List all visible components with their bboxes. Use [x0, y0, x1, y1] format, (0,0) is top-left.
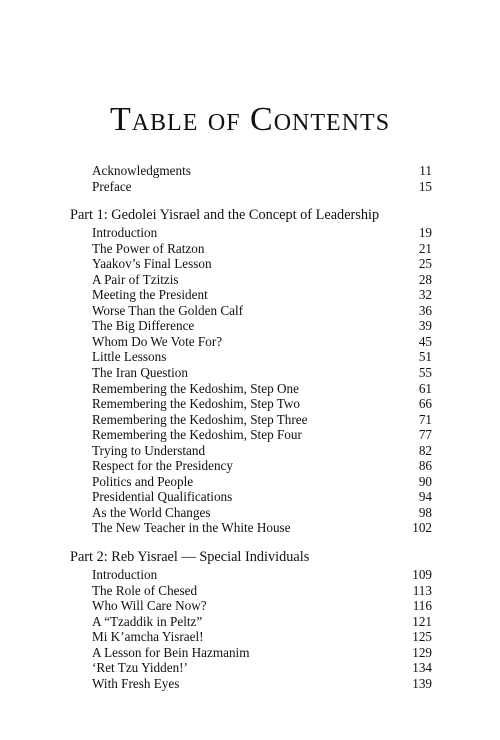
page-title: Table of Contents — [109, 101, 391, 138]
toc-entry[interactable] — [70, 614, 432, 630]
toc-entry-page: 15 — [418, 178, 432, 194]
toc-entry[interactable] — [70, 489, 432, 505]
toc-entry[interactable] — [70, 381, 432, 397]
toc-entry-label: ‘Ret Tzu Yidden!’ — [92, 660, 188, 676]
toc-entry-label: With Fresh Eyes — [92, 675, 180, 691]
toc-entry-label: The New Teacher in the White House — [92, 520, 291, 536]
toc-entry-page: 86 — [418, 458, 432, 474]
toc-entry-page: 25 — [418, 256, 432, 272]
toc-entry[interactable] — [70, 427, 432, 443]
toc-entry[interactable] — [70, 567, 432, 583]
toc-entry-page: 121 — [412, 613, 432, 629]
toc-entry-page: 134 — [412, 660, 432, 676]
toc-entry-label: Little Lessons — [92, 349, 167, 365]
toc-entry[interactable] — [70, 287, 432, 303]
toc-entry-label: Meeting the President — [92, 287, 208, 303]
toc-entry[interactable] — [70, 303, 432, 319]
toc-entry-label: Politics and People — [92, 473, 194, 489]
toc-entry[interactable] — [70, 505, 432, 521]
toc-entry-label: Remembering the Kedoshim, Step Three — [92, 411, 308, 427]
toc-entry-page: 32 — [418, 287, 432, 303]
toc-entry-page: 21 — [418, 240, 432, 256]
toc-entry-label: The Big Difference — [92, 318, 195, 334]
toc-entry-page: 90 — [418, 473, 432, 489]
toc-entry-page: 94 — [418, 489, 432, 505]
toc-entry-label: Mi K’amcha Yisrael! — [92, 629, 204, 645]
toc-entry[interactable] — [70, 179, 432, 195]
toc-entry-page: 19 — [418, 225, 432, 241]
toc-entry-label: Trying to Understand — [92, 442, 206, 458]
toc-entry-label: Acknowledgments — [92, 163, 191, 178]
toc-entry-page: 55 — [418, 365, 432, 381]
toc-entry-label: Worse Than the Golden Calf — [92, 302, 244, 318]
toc-entry-page: 45 — [418, 333, 432, 349]
toc-entry-label: A “Tzaddik in Peltz” — [92, 613, 203, 629]
toc-entry-label: Remembering the Kedoshim, Step Two — [92, 396, 300, 412]
toc-entry-page: 39 — [418, 318, 432, 334]
toc-entry[interactable] — [70, 241, 432, 257]
toc-entry[interactable] — [70, 318, 432, 334]
toc-entry[interactable] — [70, 256, 432, 272]
toc-entry-page: 109 — [412, 567, 432, 583]
toc-entry-page: 82 — [418, 442, 432, 458]
toc-entry-label: Introduction — [92, 567, 158, 583]
toc-entry-page: 28 — [418, 271, 432, 287]
toc-entry-page: 113 — [412, 582, 432, 598]
toc-entry-page: 125 — [412, 629, 432, 645]
toc-entry-page: 11 — [419, 163, 432, 178]
toc-entry[interactable] — [70, 225, 432, 241]
toc-entry-label: Introduction — [92, 225, 158, 241]
toc-entry-label: A Pair of Tzitzis — [92, 271, 179, 287]
toc-entry-label: As the World Changes — [92, 504, 211, 520]
toc-entry-label: The Power of Ratzon — [92, 240, 205, 256]
toc-entry[interactable] — [70, 272, 432, 288]
toc-entry-page: 102 — [412, 520, 432, 536]
toc-entry-label: Preface — [92, 178, 132, 194]
toc-entry[interactable] — [70, 676, 432, 692]
toc-entry-page: 51 — [418, 349, 432, 365]
toc-entry-label: Whom Do We Vote For? — [92, 333, 223, 349]
toc-entry-page: 139 — [412, 675, 432, 691]
toc-entry[interactable] — [70, 629, 432, 645]
toc-entry[interactable] — [70, 396, 432, 412]
toc-entry-page: 36 — [418, 302, 432, 318]
toc-entry-label: Yaakov’s Final Lesson — [92, 256, 212, 272]
toc-entry-page: 116 — [412, 598, 432, 614]
toc-entry-page: 129 — [412, 644, 432, 660]
toc-entry-page: 98 — [418, 504, 432, 520]
toc-entry[interactable] — [70, 412, 432, 428]
toc-list — [70, 163, 432, 691]
toc-entry-label: Who Will Care Now? — [92, 598, 207, 614]
toc-entry[interactable] — [70, 163, 432, 179]
toc-entry[interactable] — [70, 520, 432, 536]
toc-entry-label: The Iran Question — [92, 365, 188, 381]
toc-entry-label: Remembering the Kedoshim, Step One — [92, 380, 299, 396]
toc-entry-label: Respect for the Presidency — [92, 458, 233, 474]
toc-entry[interactable] — [70, 443, 432, 459]
toc-entry-label: A Lesson for Bein Hazmanim — [92, 644, 250, 660]
toc-entry[interactable] — [70, 458, 432, 474]
toc-entry-page: 71 — [418, 411, 432, 427]
part-1-heading: Part 1: Gedolei Yisrael and the Concept of Leadership — [70, 207, 380, 224]
toc-entry[interactable] — [70, 598, 432, 614]
part-2-heading: Part 2: Reb Yisrael — Special Individuals — [70, 549, 310, 566]
toc-entry[interactable] — [70, 474, 432, 490]
toc-entry-page: 66 — [418, 396, 432, 412]
toc-entry[interactable] — [70, 365, 432, 381]
toc-entry[interactable] — [70, 645, 432, 661]
toc-entry-label: The Role of Chesed — [92, 582, 198, 598]
toc-entry[interactable] — [70, 349, 432, 365]
toc-entry-page: 77 — [418, 427, 432, 443]
toc-entry[interactable] — [70, 583, 432, 599]
toc-entry-label: Presidential Qualifications — [92, 489, 233, 505]
toc-entry[interactable] — [70, 660, 432, 676]
toc-entry-label: Remembering the Kedoshim, Step Four — [92, 427, 302, 443]
toc-entry-page: 61 — [418, 380, 432, 396]
toc-entry[interactable] — [70, 334, 432, 350]
